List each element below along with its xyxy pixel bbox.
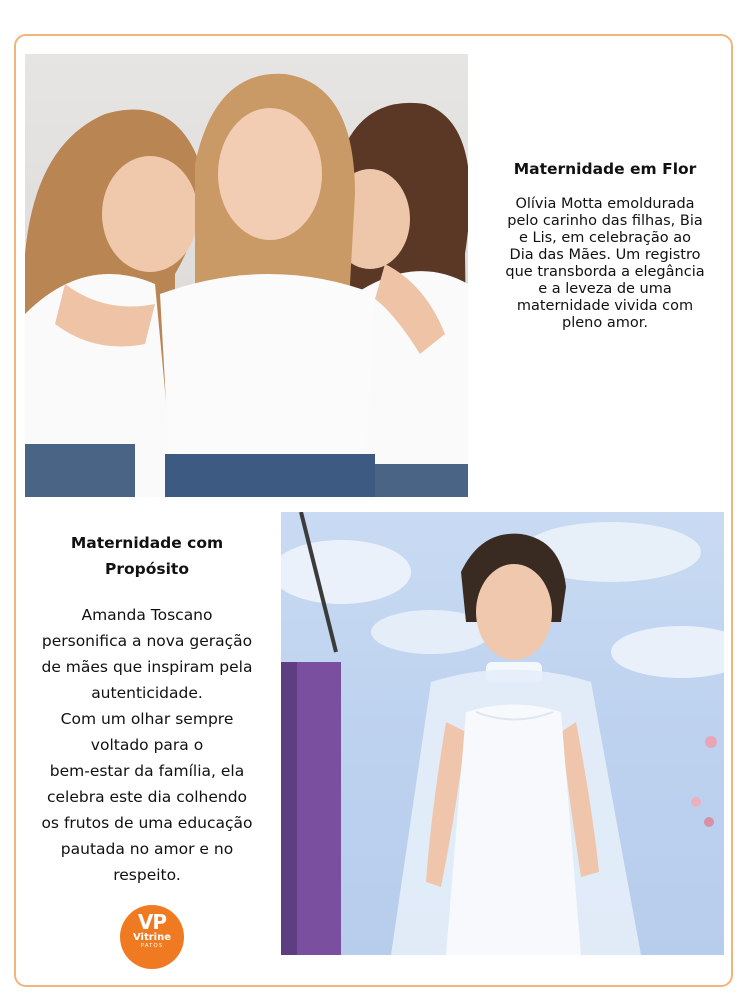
body-line: voltado para o: [90, 736, 204, 754]
body-line: de mães que inspiram pela: [41, 658, 253, 676]
photo-mother-daughters: [25, 54, 468, 497]
body-line: autenticidade.: [91, 684, 203, 702]
section-maternidade-com-proposito: [26, 530, 268, 888]
body-line: os frutos de uma educação: [41, 814, 253, 832]
logo-name: Vitrine: [132, 932, 172, 943]
photo-woman-white-dress: [281, 512, 724, 955]
section-title: Maternidade em Flor: [513, 160, 697, 178]
section-body: Olívia Motta emoldurada pelo carinho das filhas, Bia e Lis, em celebração ao Dia das Mães. Um registro que transborda a elegância e a leveza de uma maternidade vivida com pleno amor.: [505, 196, 705, 331]
body-line: Amanda Toscano: [81, 606, 213, 624]
body-line: respeito.: [113, 866, 181, 884]
vitrine-patos-logo: [120, 905, 184, 969]
section-title: Maternidade com Propósito: [70, 534, 224, 578]
body-line: personifica a nova geração: [41, 632, 253, 650]
portrait-photo-icon: [281, 512, 724, 955]
section-body: [26, 602, 268, 888]
portrait-photo-icon: [25, 54, 468, 497]
logo-sub: PATOS: [140, 943, 164, 949]
logo-mark: VP: [137, 910, 167, 934]
section-maternidade-em-flor: [495, 160, 715, 332]
body-line: pautada no amor e no: [60, 840, 234, 858]
body-line: bem-estar da família, ela: [49, 762, 245, 780]
body-line: Com um olhar sempre: [60, 710, 234, 728]
body-line: celebra este dia colhendo: [46, 788, 248, 806]
